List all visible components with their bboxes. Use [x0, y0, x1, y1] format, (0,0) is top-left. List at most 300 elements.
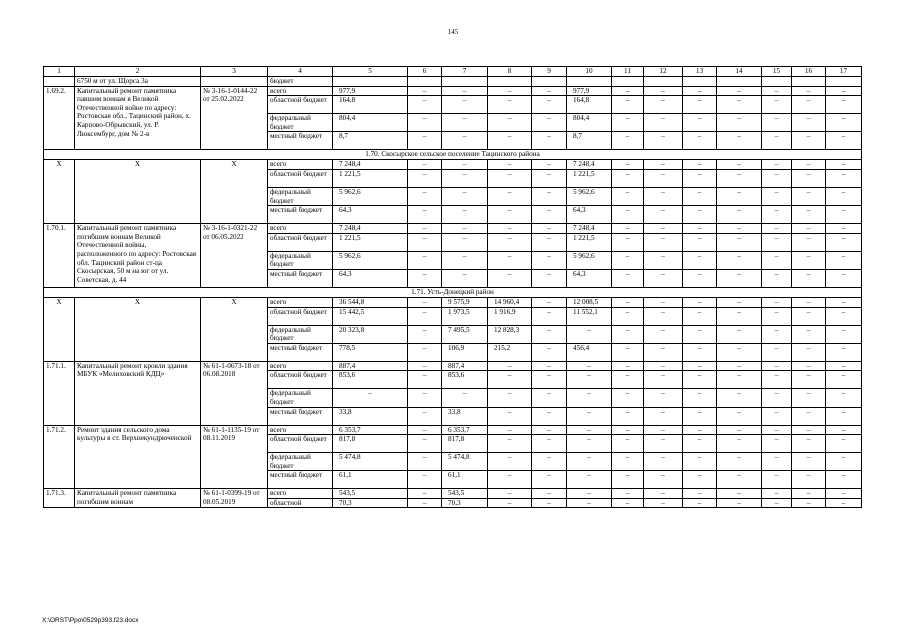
budget-source-label: областной бюджет	[268, 96, 333, 114]
value-cell: –	[762, 169, 792, 187]
value-cell: –	[683, 224, 717, 234]
value-cell: –	[567, 435, 612, 453]
value-cell: –	[532, 489, 567, 499]
budget-table	[43, 66, 862, 508]
value-cell: –	[683, 169, 717, 187]
value-cell: –	[408, 160, 442, 170]
budget-source-label: местный бюджет	[268, 343, 333, 361]
table-row	[44, 297, 862, 307]
value-cell: –	[762, 160, 792, 170]
value-cell: –	[826, 114, 862, 132]
item-number: 1.69.2.	[44, 86, 75, 150]
column-number: 9	[532, 67, 567, 77]
value-cell: –	[488, 498, 532, 508]
value-cell: –	[717, 307, 762, 325]
value-cell: –	[826, 343, 862, 361]
value-cell: 1 221,5	[567, 169, 612, 187]
page-number: 145	[447, 28, 459, 36]
cell-doc	[201, 77, 268, 87]
value-cell: –	[333, 389, 408, 407]
value-cell: 8,7	[333, 132, 408, 150]
value-cell: –	[644, 407, 683, 425]
value-cell: –	[644, 371, 683, 389]
value-cell: 5 474,8	[442, 453, 488, 471]
value-cell: 12 828,3	[488, 325, 532, 343]
value-cell: –	[762, 251, 792, 269]
budget-source-label: федеральный бюджет	[268, 187, 333, 205]
value-cell: –	[792, 489, 826, 499]
value-cell: –	[683, 407, 717, 425]
value-cell: –	[612, 251, 644, 269]
value-cell: –	[612, 498, 644, 508]
value-cell: –	[408, 187, 442, 205]
value-cell: –	[826, 160, 862, 170]
value-cell: 1 221,5	[333, 169, 408, 187]
value-cell: –	[612, 489, 644, 499]
value-cell: –	[683, 325, 717, 343]
value-cell: –	[644, 160, 683, 170]
budget-source-label: местный бюджет	[268, 132, 333, 150]
value-cell: –	[717, 206, 762, 224]
budget-source-label: областной	[268, 498, 333, 508]
value-cell: –	[762, 498, 792, 508]
value-cell: –	[792, 206, 826, 224]
item-name: Капитальный ремонт кровли здания МБУК «Мелиховский КДЦ»	[75, 361, 201, 425]
value-cell: –	[644, 224, 683, 234]
value-cell: 6 353,7	[333, 425, 408, 435]
value-cell: –	[488, 206, 532, 224]
value-cell: –	[826, 251, 862, 269]
value-cell: –	[826, 407, 862, 425]
value-cell: –	[762, 114, 792, 132]
value-cell: –	[442, 114, 488, 132]
value-cell: –	[717, 471, 762, 489]
value-cell: –	[683, 132, 717, 150]
value-cell: –	[826, 169, 862, 187]
value-cell: –	[532, 471, 567, 489]
budget-source-label: федеральный бюджет	[268, 251, 333, 269]
value-cell: 853,6	[333, 371, 408, 389]
value-cell: –	[644, 389, 683, 407]
value-cell: –	[792, 132, 826, 150]
value-cell: –	[612, 233, 644, 251]
value-cell: –	[408, 224, 442, 234]
budget-source-label: областной бюджет	[268, 233, 333, 251]
carryover-budget: бюджет	[268, 77, 333, 87]
item-document: № 61-1-1135-19 от 08.11.2019	[201, 425, 268, 489]
value-cell: –	[532, 453, 567, 471]
value-cell: –	[488, 269, 532, 287]
budget-source-label: всего	[268, 160, 333, 170]
value-cell: –	[408, 435, 442, 453]
value-cell: –	[826, 86, 862, 96]
value-cell: –	[717, 453, 762, 471]
value-cell: –	[792, 407, 826, 425]
value-cell: 64,3	[333, 206, 408, 224]
value-cell: –	[408, 206, 442, 224]
value-cell: –	[532, 269, 567, 287]
column-number: 13	[683, 67, 717, 77]
value-cell: –	[532, 114, 567, 132]
value-cell: –	[532, 169, 567, 187]
value-cell: 887,4	[442, 361, 488, 371]
column-number: 5	[333, 67, 408, 77]
value-cell: –	[826, 371, 862, 389]
value-cell: –	[683, 251, 717, 269]
item-document: № 61-1-0399-19 от 08.05.2019	[201, 489, 268, 508]
value-cell: –	[612, 169, 644, 187]
value-cell: –	[792, 86, 826, 96]
item-name: Капитальный ремонт памятника погибшим воинам Великой Отечественной войны, расположенного по адресу: Ростовская обл. Тацинский район ст-ца Скосырская, 50 м на юг от ул. Советская, д. 44	[75, 224, 201, 288]
value-cell: –	[442, 187, 488, 205]
table-row	[44, 425, 862, 435]
value-cell	[532, 77, 567, 87]
value-cell: –	[683, 425, 717, 435]
value-cell: –	[717, 343, 762, 361]
value-cell: –	[792, 269, 826, 287]
value-cell: 106,9	[442, 343, 488, 361]
carryover-name: 6750 м от ул. Щорса 3а	[75, 77, 201, 87]
value-cell: –	[644, 343, 683, 361]
value-cell: –	[532, 96, 567, 114]
value-cell: –	[567, 325, 612, 343]
value-cell: –	[717, 435, 762, 453]
value-cell: –	[792, 389, 826, 407]
item-number: 1.70.1.	[44, 224, 75, 288]
value-cell: –	[612, 132, 644, 150]
value-cell: –	[762, 389, 792, 407]
value-cell: –	[792, 251, 826, 269]
value-cell: 164,8	[567, 96, 612, 114]
value-cell: –	[792, 114, 826, 132]
value-cell: –	[826, 187, 862, 205]
value-cell: –	[408, 325, 442, 343]
value-cell: 804,4	[333, 114, 408, 132]
value-cell: –	[717, 361, 762, 371]
value-cell: –	[792, 371, 826, 389]
budget-source-label: всего	[268, 297, 333, 307]
column-number-row	[44, 67, 862, 77]
value-cell: –	[683, 269, 717, 287]
value-cell: –	[717, 114, 762, 132]
value-cell: –	[644, 114, 683, 132]
column-number: 12	[644, 67, 683, 77]
value-cell: –	[762, 371, 792, 389]
value-cell: –	[826, 489, 862, 499]
value-cell: –	[826, 96, 862, 114]
value-cell: –	[826, 132, 862, 150]
value-cell: –	[442, 206, 488, 224]
value-cell: –	[683, 206, 717, 224]
value-cell: 7 248,4	[333, 160, 408, 170]
budget-source-label: областной бюджет	[268, 371, 333, 389]
table-row	[44, 489, 862, 499]
value-cell: –	[488, 251, 532, 269]
budget-source-label: местный бюджет	[268, 269, 333, 287]
value-cell: –	[408, 453, 442, 471]
value-cell: 8,7	[567, 132, 612, 150]
value-cell: –	[792, 160, 826, 170]
value-cell: 64,3	[567, 206, 612, 224]
budget-source-label: всего	[268, 86, 333, 96]
value-cell	[792, 77, 826, 87]
value-cell: –	[826, 224, 862, 234]
column-number: 15	[762, 67, 792, 77]
value-cell: –	[826, 307, 862, 325]
value-cell: 61,1	[333, 471, 408, 489]
value-cell: –	[717, 297, 762, 307]
value-cell: –	[488, 132, 532, 150]
value-cell: –	[532, 187, 567, 205]
value-cell: –	[488, 96, 532, 114]
value-cell: –	[792, 169, 826, 187]
value-cell: –	[408, 269, 442, 287]
value-cell: 7 248,4	[567, 224, 612, 234]
value-cell: –	[532, 498, 567, 508]
value-cell: –	[644, 453, 683, 471]
value-cell: 33,8	[442, 407, 488, 425]
value-cell: –	[612, 407, 644, 425]
table-row	[44, 224, 862, 234]
value-cell: –	[567, 389, 612, 407]
value-cell: 6 353,7	[442, 425, 488, 435]
value-cell: –	[612, 224, 644, 234]
value-cell: –	[408, 361, 442, 371]
budget-source-label: всего	[268, 361, 333, 371]
value-cell: –	[644, 435, 683, 453]
value-cell	[683, 77, 717, 87]
value-cell: –	[612, 371, 644, 389]
value-cell: 5 962,6	[567, 251, 612, 269]
column-number: 11	[612, 67, 644, 77]
value-cell: –	[717, 425, 762, 435]
value-cell: –	[442, 169, 488, 187]
column-number: 14	[717, 67, 762, 77]
value-cell: –	[488, 389, 532, 407]
value-cell: –	[532, 86, 567, 96]
value-cell: –	[442, 233, 488, 251]
value-cell: 20 323,8	[333, 325, 408, 343]
value-cell: –	[792, 471, 826, 489]
value-cell: –	[488, 233, 532, 251]
value-cell: –	[762, 435, 792, 453]
value-cell: –	[488, 371, 532, 389]
value-cell: –	[532, 343, 567, 361]
section-title: 1.70. Скосырское сельское поселение Тацинского района	[44, 150, 862, 160]
value-cell: 64,3	[333, 269, 408, 287]
value-cell: 70,3	[442, 498, 488, 508]
value-cell	[488, 77, 532, 87]
column-number: 16	[792, 67, 826, 77]
item-number: X	[44, 160, 75, 224]
value-cell	[442, 77, 488, 87]
section-header-row	[44, 287, 862, 297]
value-cell: –	[762, 407, 792, 425]
value-cell: –	[488, 224, 532, 234]
value-cell: –	[612, 307, 644, 325]
value-cell: –	[683, 307, 717, 325]
value-cell: –	[717, 132, 762, 150]
value-cell: 977,9	[333, 86, 408, 96]
value-cell: –	[683, 160, 717, 170]
table-row	[44, 160, 862, 170]
value-cell: –	[488, 435, 532, 453]
value-cell: –	[408, 114, 442, 132]
value-cell: –	[408, 407, 442, 425]
budget-source-label: местный бюджет	[268, 407, 333, 425]
value-cell: –	[717, 269, 762, 287]
value-cell: –	[612, 343, 644, 361]
value-cell: 543,5	[333, 489, 408, 499]
value-cell: –	[488, 86, 532, 96]
value-cell: –	[683, 389, 717, 407]
value-cell: –	[532, 435, 567, 453]
budget-source-label: областной бюджет	[268, 435, 333, 453]
value-cell: –	[567, 489, 612, 499]
value-cell: –	[644, 471, 683, 489]
value-cell: –	[826, 233, 862, 251]
value-cell	[408, 77, 442, 87]
value-cell: –	[717, 169, 762, 187]
value-cell: –	[717, 325, 762, 343]
value-cell: 7 495,5	[442, 325, 488, 343]
value-cell: –	[408, 297, 442, 307]
value-cell	[762, 77, 792, 87]
value-cell: 12 008,5	[567, 297, 612, 307]
column-number: 8	[488, 67, 532, 77]
value-cell: –	[826, 361, 862, 371]
column-number: 4	[268, 67, 333, 77]
value-cell: –	[442, 389, 488, 407]
value-cell: –	[762, 86, 792, 96]
value-cell: –	[717, 160, 762, 170]
value-cell: –	[683, 187, 717, 205]
value-cell: –	[717, 407, 762, 425]
value-cell: –	[408, 233, 442, 251]
value-cell: –	[792, 361, 826, 371]
value-cell: –	[717, 251, 762, 269]
value-cell: –	[762, 297, 792, 307]
value-cell: 1 973,5	[442, 307, 488, 325]
value-cell: –	[762, 269, 792, 287]
value-cell: 5 962,6	[333, 187, 408, 205]
value-cell: 7 248,4	[333, 224, 408, 234]
value-cell: 1 221,5	[333, 233, 408, 251]
value-cell: 15 442,5	[333, 307, 408, 325]
value-cell: –	[532, 361, 567, 371]
value-cell: –	[683, 489, 717, 499]
section-header-row	[44, 150, 862, 160]
cell-num	[44, 77, 75, 87]
value-cell: –	[612, 206, 644, 224]
value-cell: 164,8	[333, 96, 408, 114]
item-number: 1.71.1.	[44, 361, 75, 425]
table-row	[44, 86, 862, 96]
value-cell: –	[826, 389, 862, 407]
section-title: 1.71. Усть-Донецкий район	[44, 287, 862, 297]
value-cell: –	[408, 489, 442, 499]
value-cell: –	[644, 96, 683, 114]
value-cell: –	[683, 498, 717, 508]
value-cell: –	[612, 361, 644, 371]
value-cell: –	[644, 251, 683, 269]
value-cell: 5 474,8	[333, 453, 408, 471]
value-cell: –	[826, 471, 862, 489]
value-cell: –	[792, 224, 826, 234]
file-path-footer: X:\ORST\Ppo\0529p393.f23.docx	[42, 617, 139, 624]
value-cell: 14 960,4	[488, 297, 532, 307]
value-cell: –	[717, 187, 762, 205]
value-cell: –	[532, 251, 567, 269]
value-cell: –	[762, 233, 792, 251]
value-cell: –	[532, 224, 567, 234]
value-cell: –	[408, 169, 442, 187]
value-cell: –	[644, 489, 683, 499]
value-cell: –	[683, 343, 717, 361]
value-cell: –	[644, 132, 683, 150]
value-cell: –	[408, 371, 442, 389]
value-cell: –	[612, 297, 644, 307]
value-cell: –	[612, 160, 644, 170]
value-cell: –	[442, 160, 488, 170]
value-cell: –	[792, 343, 826, 361]
budget-source-label: всего	[268, 425, 333, 435]
value-cell	[826, 77, 862, 87]
value-cell: 215,2	[488, 343, 532, 361]
value-cell: –	[532, 389, 567, 407]
value-cell: –	[567, 471, 612, 489]
value-cell: –	[644, 269, 683, 287]
value-cell: –	[717, 389, 762, 407]
value-cell: –	[532, 325, 567, 343]
item-number: 1.71.2.	[44, 425, 75, 489]
carryover-row	[44, 77, 862, 87]
value-cell: –	[488, 453, 532, 471]
value-cell: –	[488, 187, 532, 205]
value-cell: –	[792, 96, 826, 114]
value-cell: –	[408, 343, 442, 361]
value-cell: –	[408, 307, 442, 325]
value-cell: 853,6	[442, 371, 488, 389]
value-cell: –	[532, 307, 567, 325]
value-cell: –	[762, 361, 792, 371]
value-cell: –	[612, 453, 644, 471]
value-cell: –	[612, 389, 644, 407]
value-cell: –	[717, 371, 762, 389]
value-cell: –	[408, 96, 442, 114]
budget-source-label: федеральный бюджет	[268, 389, 333, 407]
budget-source-label: областной бюджет	[268, 307, 333, 325]
value-cell: –	[442, 224, 488, 234]
value-cell: –	[644, 206, 683, 224]
budget-source-label: областной бюджет	[268, 169, 333, 187]
value-cell: –	[644, 361, 683, 371]
value-cell: –	[792, 435, 826, 453]
column-number: 10	[567, 67, 612, 77]
value-cell: 70,3	[333, 498, 408, 508]
value-cell: 1 221,5	[567, 233, 612, 251]
item-name: X	[75, 297, 201, 361]
value-cell: –	[762, 453, 792, 471]
value-cell	[567, 77, 612, 87]
value-cell: –	[717, 86, 762, 96]
value-cell: –	[488, 489, 532, 499]
value-cell: 456,4	[567, 343, 612, 361]
column-number: 7	[442, 67, 488, 77]
item-document: № 3-16-1-0144-22 от 25.02.2022	[201, 86, 268, 150]
value-cell: –	[644, 169, 683, 187]
value-cell: –	[567, 407, 612, 425]
